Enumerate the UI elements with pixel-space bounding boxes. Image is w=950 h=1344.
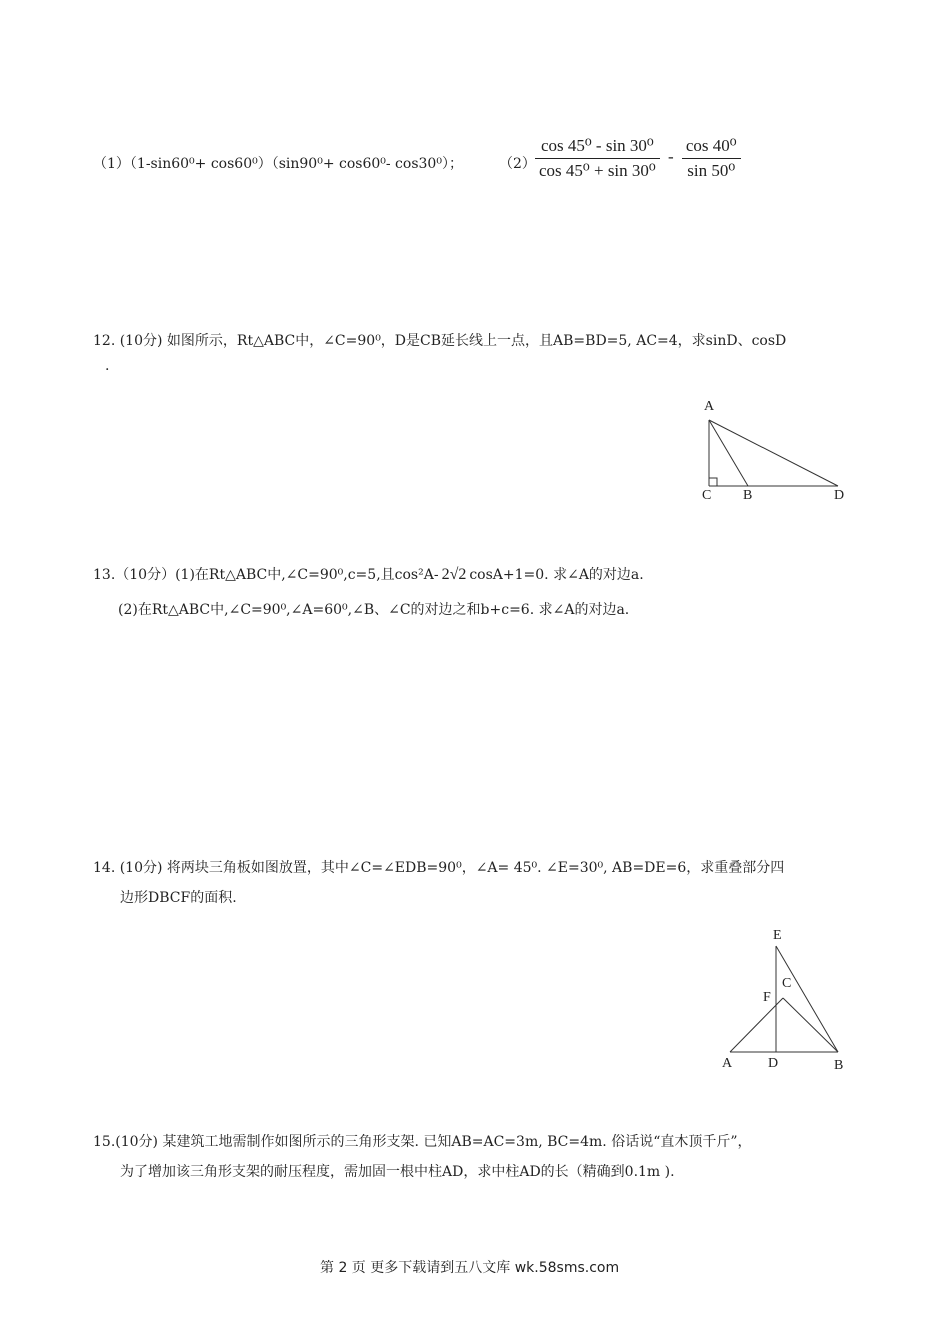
q13-line1-end: cosA+1=0. 求∠A的对边a. [469, 567, 644, 583]
right-angle-mark [709, 478, 717, 486]
q14-line1: 14. (10分) 将两块三角板如图放置，其中∠C=∠EDB=90⁰，∠A= 45⁰. ∠E=30⁰, AB=DE=6，求重叠部分四 [93, 860, 785, 876]
fig14-label-f: F [763, 990, 771, 1005]
q11-expression [535, 136, 741, 181]
q13-sqrt-term: 2√2 [441, 566, 467, 583]
q11-part2-label: （2） [499, 156, 536, 172]
fig14-label-e: E [773, 928, 782, 943]
q13-line2: (2)在Rt△ABC中,∠C=90⁰,∠A=60⁰,∠B、∠C的对边之和b+c=6. 求∠A的对边a. [118, 602, 630, 618]
q15-line2: 为了增加该三角形支架的耐压程度，需加固一根中柱AD，求中柱AD的长（精确到0.1m ). [120, 1164, 675, 1180]
q13-line1-start: 13.（10分）(1)在Rt△ABC中,∠C=90⁰,c=5,且cos²A- [93, 567, 439, 583]
fig12-label-c: C [702, 488, 712, 503]
fig12-label-a: A [704, 399, 715, 414]
q12-line2: . [105, 358, 110, 374]
fraction-1-numerator: cos 45⁰ - sin 30⁰ [535, 136, 660, 159]
segment-ac [730, 998, 783, 1052]
fig12-label-b: B [743, 488, 753, 503]
fraction-2-numerator: cos 40⁰ [682, 136, 741, 159]
q11-part1: （1）（1-sin60⁰+ cos60⁰）（sin90⁰+ cos60⁰- cos30⁰）； [93, 156, 463, 172]
q13-line1 [93, 565, 644, 585]
fig14-label-a: A [722, 1056, 733, 1071]
fig14-label-d: D [768, 1056, 779, 1071]
q14-line2: 边形DBCF的面积. [120, 890, 237, 906]
segment-cb [783, 998, 838, 1052]
page-footer: 第 2 页 更多下载请到五八文库 wk.58sms.com [320, 1260, 620, 1276]
q12-line1: 12. (10分) 如图所示，Rt△ABC中，∠C=90⁰，D是CB延长线上一点，且AB=BD=5, AC=4，求sinD、cosD [93, 333, 787, 349]
fig12-label-d: D [834, 488, 845, 503]
segment-eb [776, 946, 838, 1052]
fraction-2 [682, 136, 741, 181]
fig14-label-c: C [782, 976, 792, 991]
fraction-minus: - [667, 147, 674, 167]
fig14-label-b: B [834, 1058, 844, 1073]
figure-q14-triangles [720, 930, 870, 1070]
fraction-2-denominator: sin 50⁰ [687, 161, 736, 180]
fraction-1-denominator: cos 45⁰ + sin 30⁰ [539, 161, 656, 180]
fraction-1 [535, 136, 660, 181]
q15-line1: 15.(10分) 某建筑工地需制作如图所示的三角形支架. 已知AB=AC=3m, BC=4m. 俗话说“直木顶千斤”， [93, 1134, 752, 1150]
